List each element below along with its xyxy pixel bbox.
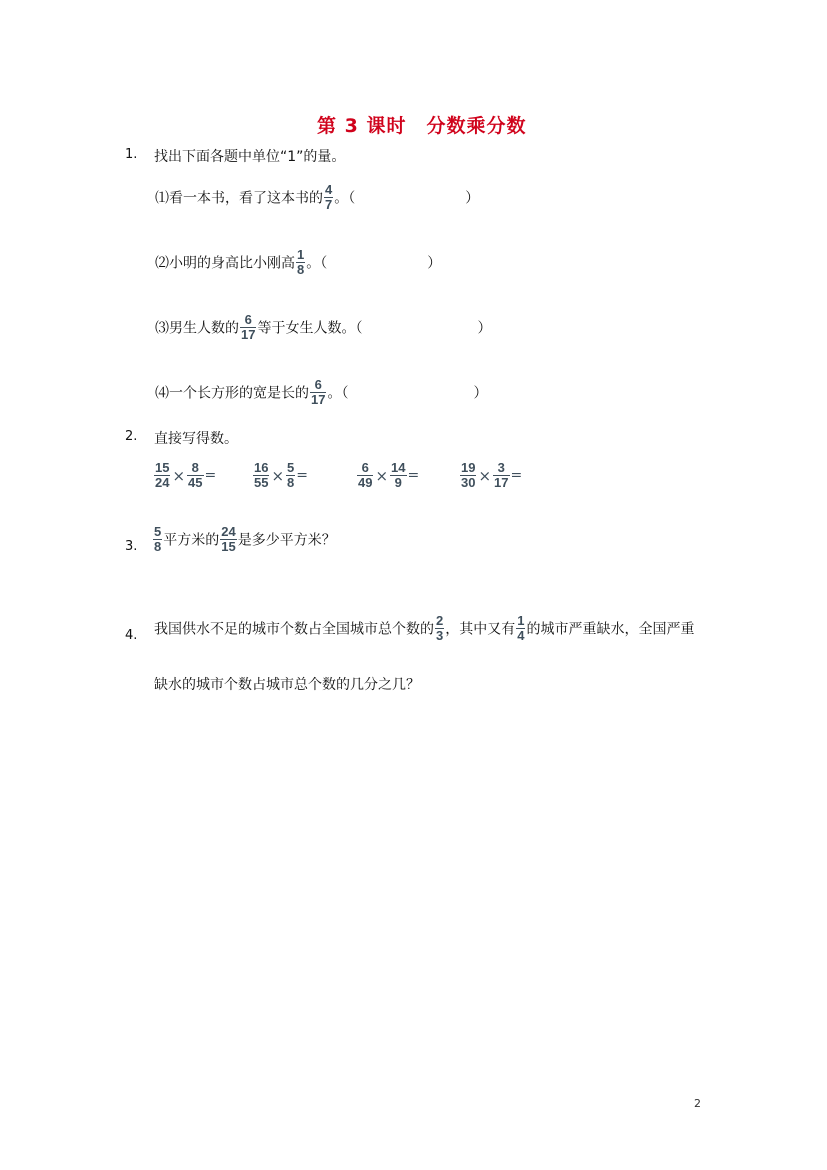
question-1-prompt: 找出下面各题中单位“1”的量。: [154, 149, 346, 165]
fraction: $\frac{5}{8}$: [154, 524, 162, 554]
question-3-number: 3.: [125, 539, 138, 554]
question-3-part-1: 平方米的: [163, 532, 220, 549]
expression-1: [153, 461, 216, 490]
question-1-number: 1.: [125, 147, 138, 162]
item-suffix: 。（: [327, 385, 349, 402]
item-suffix: 等于女生人数。（: [257, 320, 363, 337]
question-3-part-2: 是多少平方米？: [237, 532, 336, 549]
question-4-line-1: [154, 614, 694, 643]
fraction: $\frac{16}{55}$: [254, 460, 269, 490]
expression-3: [356, 461, 419, 490]
page-number: 2: [694, 1097, 701, 1110]
question-4-part-1: 我国供水不足的城市个数占全国城市总个数的: [154, 621, 434, 638]
item-suffix: 。（: [334, 190, 356, 207]
fraction: $\frac{2}{3}$: [436, 613, 444, 643]
fraction: $\frac{8}{45}$: [188, 460, 203, 490]
question-1-item-2: [155, 248, 441, 277]
item-text: ⑵小明的身高比小刚高: [155, 255, 295, 272]
page-title: 第 3 课时 分数乘分数: [317, 115, 527, 137]
fraction: $\frac{14}{9}$: [391, 460, 406, 490]
fraction: $\frac{19}{30}$: [461, 460, 476, 490]
times-sign: ×: [478, 466, 492, 485]
item-text: ⑷一个长方形的宽是长的: [155, 385, 309, 402]
fraction: $\frac{6}{49}$: [358, 460, 373, 490]
equals-sign: =: [204, 467, 217, 484]
question-4-line-2: 缺水的城市个数占城市总个数的几分之几？: [154, 677, 420, 693]
question-1-item-4: [155, 378, 487, 407]
fraction: $\frac{1}{4}$: [517, 613, 525, 643]
fraction: $\frac{4}{7}$: [325, 182, 333, 212]
fraction: $\frac{24}{15}$: [221, 524, 236, 554]
item-text: ⑶男生人数的: [155, 320, 239, 337]
question-1-item-3: [155, 313, 491, 342]
expression-4: [459, 461, 522, 490]
fraction: $\frac{6}{17}$: [311, 377, 326, 407]
equals-sign: =: [510, 467, 523, 484]
fraction: $\frac{3}{17}$: [494, 460, 509, 490]
close-paren: ）: [427, 255, 442, 272]
equals-sign: =: [407, 467, 420, 484]
expression-2: [252, 461, 308, 490]
close-paren: ）: [465, 190, 480, 207]
times-sign: ×: [271, 466, 285, 485]
question-2-number: 2.: [125, 429, 138, 444]
item-text: ⑴看一本书，看了这本书的: [155, 190, 323, 207]
times-sign: ×: [172, 466, 186, 485]
item-suffix: 。（: [306, 255, 328, 272]
question-2-prompt: 直接写得数。: [154, 431, 238, 447]
question-4-part-2: ，其中又有: [445, 621, 516, 638]
close-paren: ）: [477, 320, 492, 337]
fraction: $\frac{6}{17}$: [241, 312, 256, 342]
fraction: $\frac{1}{8}$: [297, 247, 305, 277]
question-4-number: 4.: [125, 628, 138, 643]
close-paren: ）: [473, 385, 488, 402]
question-1-item-1: [155, 183, 479, 212]
fraction: $\frac{15}{24}$: [155, 460, 170, 490]
times-sign: ×: [375, 466, 389, 485]
question-4-part-3: 的城市严重缺水，全国严重: [526, 621, 695, 638]
question-3-text: [152, 525, 336, 554]
equals-sign: =: [296, 467, 309, 484]
fraction: $\frac{5}{8}$: [287, 460, 295, 490]
